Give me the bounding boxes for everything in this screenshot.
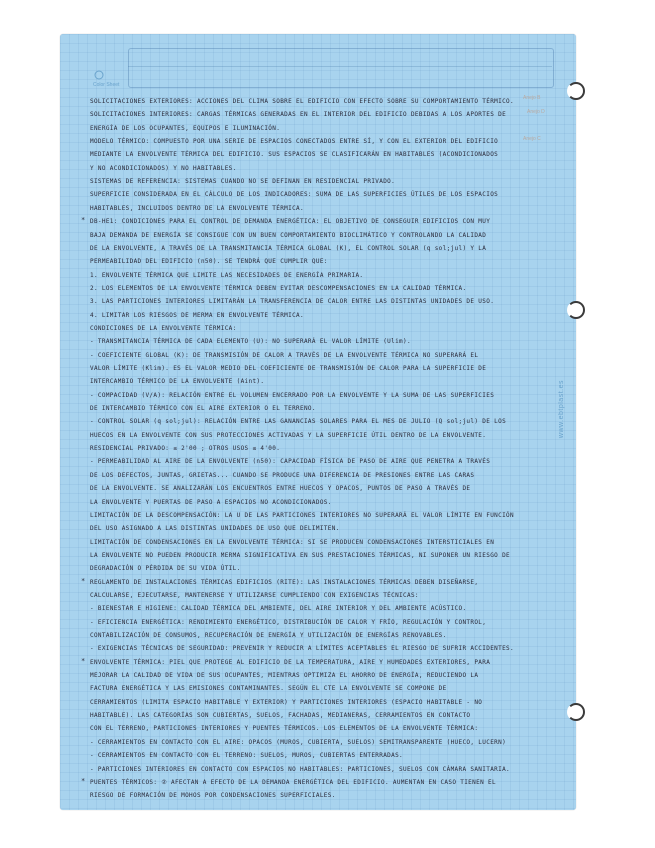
binder-hole-bottom <box>567 703 585 721</box>
note-line: ENERGÍA DE LOS OCUPANTES, EQUIPOS E ILUMINACIÓN. <box>90 124 281 132</box>
brand-logo-text: Color Sheet <box>93 82 120 88</box>
note-line: BAJA DEMANDA DE ENERGÍA SE CONSIGUE CON UN BUEN COMPORTAMIENTO BIOCLIMÁTICO Y CONTROLANDO LA CALIDAD <box>90 231 487 239</box>
header-divider <box>128 66 552 67</box>
note-line: DEGRADACIÓN O PÉRDIDA DE SU VIDA ÚTIL. <box>90 565 241 573</box>
note-line: INTERCAMBIO TÉRMICO DE LA ENVOLVENTE (Aint). <box>90 378 265 386</box>
note-line: Y NO ACONDICIONADOS) Y NO HABITABLES. <box>90 164 237 172</box>
note-line: CALCULARSE, EJECUTARSE, MANTENERSE Y UTILIZARSE CUMPLIENDO CON EXIGENCIAS TÉCNICAS: <box>90 591 419 599</box>
note-line: - CERRAMIENTOS EN CONTACTO CON EL AIRE: OPACOS (MUROS, CUBIERTA, SUELOS) SEMITRANSPARENTE (HUECO, LUCERN) <box>90 738 507 746</box>
note-line: SUPERFICIE CONSIDERADA EN EL CÁLCULO DE LOS INDICADORES: SUMA DE LAS SUPERFICIES ÚTILES DE LOS ESPACIOS <box>90 191 499 199</box>
binder-hole-middle <box>567 301 585 319</box>
note-line: 2. LOS ELEMENTOS DE LA ENVOLVENTE TÉRMICA DEBEN EVITAR DESCOMPENSACIONES EN LA CALIDAD TÉRMICA. <box>90 284 467 292</box>
note-line: SISTEMAS DE REFERENCIA: SISTEMAS CUANDO NO SE DEFINAN EN RESIDENCIAL PRIVADO. <box>90 178 396 186</box>
note-line: DE LOS DEFECTOS, JUNTAS, GRIETAS... CUANDO SE PRODUCE UNA DIFERENCIA DE PRESIONES ENTRE LAS CARAS <box>90 471 475 479</box>
note-line: VALOR LÍMITE (Klim). ES EL VALOR MEDIO DEL COEFICIENTE DE TRANSMISIÓN DE CALOR PARA LA SUPERFICIE DE <box>90 365 487 372</box>
note-line: MEJORAR LA CALIDAD DE VIDA DE SUS OCUPANTES, MIENTRAS OPTIMIZA EL AHORRO DE ENERGÍA, REDUCIENDO LA <box>90 672 479 680</box>
note-line: - COMPACIDAD (V/A): RELACIÓN ENTRE EL VOLUMEN ENCERRADO POR LA ENVOLVENTE Y LA SUMA DE LAS SUPERFICIES <box>90 391 495 399</box>
asterisk-icon: * <box>81 216 86 225</box>
note-line: CONDICIONES DE LA ENVOLVENTE TÉRMICA: <box>90 324 237 332</box>
note-line: - PERMEABILIDAD AL AIRE DE LA ENVOLVENTE (n50): CAPACIDAD FÍSICA DE PASO DE AIRE QUE PENETRA A TRAVÉS <box>90 458 491 466</box>
note-line: RESIDENCIAL PRIVADO: ≤ 2'00 ; OTROS USOS ≤ 4'00. <box>90 445 281 453</box>
note-line: LIMITACIÓN DE CONDENSACIONES EN LA ENVOLVENTE TÉRMICA: SI SE PRODUCEN CONDENSACIONES INTERSTICIALES EN <box>90 538 495 546</box>
note-line: - PARTICIONES INTERIORES EN CONTACTO CON ESPACIOS NO HABITABLES: PARTICIONES, SUELOS CON CÁMARA SANITARIA. <box>90 765 511 773</box>
note-line: 1. ENVOLVENTE TÉRMICA QUE LIMITE LAS NECESIDADES DE ENERGÍA PRIMARIA. <box>90 271 364 279</box>
note-line: SOLICITACIONES EXTERIORES: ACCIONES DEL CLIMA SOBRE EL EDIFICIO CON EFECTO SOBRE SU COMPORTAMIENTO TÉRMICO. <box>90 98 514 105</box>
asterisk-icon: * <box>81 576 86 585</box>
watermark-text: www.ebtplast.es <box>558 380 565 439</box>
note-line: - TRANSMITANCIA TÉRMICA DE CADA ELEMENTO (U): NO SUPERARÁ EL VALOR LÍMITE (Ulim). <box>90 338 411 346</box>
note-line: - EXIGENCIAS TÉCNICAS DE SEGURIDAD: PREVENIR Y REDUCIR A LÍMITES ACEPTABLES EL RIESGO DE SUFRIR ACCIDENTES. <box>90 645 514 653</box>
margin-note-1: Anejo B <box>523 95 541 101</box>
note-line: DE INTERCAMBIO TÉRMICO CON EL AIRE EXTERIOR O EL TERRENO. <box>90 405 316 413</box>
note-line: - EFICIENCIA ENERGÉTICA: RENDIMIENTO ENERGÉTICO, DISTRIBUCIÓN DE CALOR Y FRÍO, REGULACIÓN Y CONTROL, <box>90 618 487 626</box>
note-line: 4. LIMITAR LOS RIESGOS DE MERMA EN ENVOLVENTE TÉRMICA. <box>90 311 304 319</box>
note-line: CON EL TERRENO, PARTICIONES INTERIORES Y PUENTES TÉRMICOS. LOS ELEMENTOS DE LA ENVOLVENTE TÉRMICA: <box>90 725 479 733</box>
note-line: - BIENESTAR E HIGIENE: CALIDAD TÉRMICA DEL AMBIENTE, DEL AIRE INTERIOR Y DEL AMBIENTE ACÚSTICO. <box>90 605 467 613</box>
note-line: HABITABLES, INCLUIDOS DENTRO DE LA ENVOLVENTE TÉRMICA. <box>90 204 304 212</box>
note-line: LA ENVOLVENTE NO PUEDEN PRODUCIR MERMA SIGNIFICATIVA EN SUS PRESTACIONES TÉRMICAS, NI SUPONER UN RIESGO DE <box>90 551 511 559</box>
note-line: DE LA ENVOLVENTE. SE ANALIZARÁN LOS ENCUENTROS ENTRE HUECOS Y OPACOS, PUNTOS DE PASO A TRAVÉS DE <box>90 485 471 493</box>
note-line: LA ENVOLVENTE Y PUERTAS DE PASO A ESPACIOS NO ACONDICIONADOS. <box>90 498 332 506</box>
note-line: - CERRAMIENTOS EN CONTACTO CON EL TERRENO: SUELOS, MUROS, CUBIERTAS ENTERRADAS. <box>90 752 404 760</box>
note-line: SOLICITACIONES INTERIORES: CARGAS TÉRMICAS GENERADAS EN EL INTERIOR DEL EDIFICIO DEBIDAS A LOS APORTES DE <box>90 111 507 119</box>
note-line: - CONTROL SOLAR (q sol;jul): RELACIÓN ENTRE LAS GANANCIAS SOLARES PARA EL MES DE JULIO (Q sol;jul) DE LOS <box>90 418 507 426</box>
note-line: PUENTES TÉRMICOS: ② AFECTAN A EFECTO DE LA DEMANDA ENERGÉTICA DEL EDIFICIO. AUMENTAN EN CASO TIENEN EL <box>90 778 496 786</box>
binder-hole-top <box>567 82 585 100</box>
note-line: DEL USO ASIGNADO A LAS DISTINTAS UNIDADES DE USO QUE DELIMITEN. <box>90 525 340 533</box>
note-line: 3. LAS PARTICIONES INTERIORES LIMITARÁN LA TRANSFERENCIA DE CALOR ENTRE LAS DISTINTAS UNIDADES DE USO. <box>90 298 495 306</box>
asterisk-icon: * <box>81 656 86 665</box>
header-box <box>128 48 554 88</box>
note-line: DB-HE1: CONDICIONES PARA EL CONTROL DE DEMANDA ENERGÉTICA: EL OBJETIVO DE CONSEGUIR EDIFICIOS CON MUY <box>90 218 491 226</box>
note-line: ENVOLVENTE TÉRMICA: PIEL QUE PROTEGE AL EDIFICIO DE LA TEMPERATURA, AIRE Y HUMEDADES EXTERIORES, PARA <box>90 658 491 666</box>
asterisk-icon: * <box>81 776 86 785</box>
note-line: RIESGO DE FORMACIÓN DE MOHOS POR CONDENSACIONES SUPERFICIALES. <box>90 792 336 800</box>
note-line: HABITABLE). LAS CATEGORÍAS SON CUBIERTAS, SUELOS, FACHADAS, MEDIANERAS, CERRAMIENTOS EN CONTACTO <box>90 712 471 720</box>
margin-note-3: Anejo C <box>523 136 541 142</box>
note-line: MEDIANTE LA ENVOLVENTE TÉRMICA DEL EDIFICIO. SUS ESPACIOS SE CLASIFICARÁN EN HABITABLES (ACONDICIONADOS <box>90 151 499 159</box>
note-line: CONTABILIZACIÓN DE CONSUMOS, RECUPERACIÓN DE ENERGÍA Y UTILIZACIÓN DE ENERGÍAS RENOVABLES. <box>90 632 447 639</box>
note-line: PERMEABILIDAD DEL EDIFICIO (n50). SE TENDRÁ QUE CUMPLIR QUE: <box>90 258 328 266</box>
note-line: DE LA ENVOLVENTE, A TRAVÉS DE LA TRANSMITANCIA TÉRMICA GLOBAL (K), EL CONTROL SOLAR (q sol;jul) Y LA <box>90 244 487 252</box>
margin-note-2: Anejo D <box>527 109 545 115</box>
note-line: REGLAMENTO DE INSTALACIONES TÉRMICAS EDIFICIOS (RITE): LAS INSTALACIONES TÉRMICAS DEBEN DISEÑARSE, <box>90 578 479 586</box>
note-line: CERRAMIENTOS (LIMITA ESPACIO HABITABLE Y EXTERIOR) Y PARTICIONES INTERIORES (ESPACIO HABITABLE - NO <box>90 698 483 706</box>
note-line: - COEFICIENTE GLOBAL (K): DE TRANSMISIÓN DE CALOR A TRAVÉS DE LA ENVOLVENTE TÉRMICA NO SUPERARÁ EL <box>90 351 479 359</box>
note-line: LIMITACIÓN DE LA DESCOMPENSACIÓN: LA U DE LAS PARTICIONES INTERIORES NO SUPERARÁ EL VALOR LÍMITE EN FUNCIÓN <box>90 511 514 519</box>
note-line: HUECOS EN LA ENVOLVENTE CON SUS PROTECCIONES ACTIVADAS Y LA SUPERFICIE ÚTIL DENTRO DE LA ENVOLVENTE. <box>90 431 487 439</box>
note-line: MODELO TÉRMICO: COMPUESTO POR UNA SERIE DE ESPACIOS CONECTADOS ENTRE SÍ, Y CON EL EXTERIOR DEL EDIFICIO <box>90 138 499 146</box>
note-line: FACTURA ENERGÉTICA Y LAS EMISIONES CONTAMINANTES. SEGÚN EL CTE LA ENVOLVENTE SE COMPONE DE <box>90 685 447 693</box>
brand-logo <box>92 68 124 90</box>
